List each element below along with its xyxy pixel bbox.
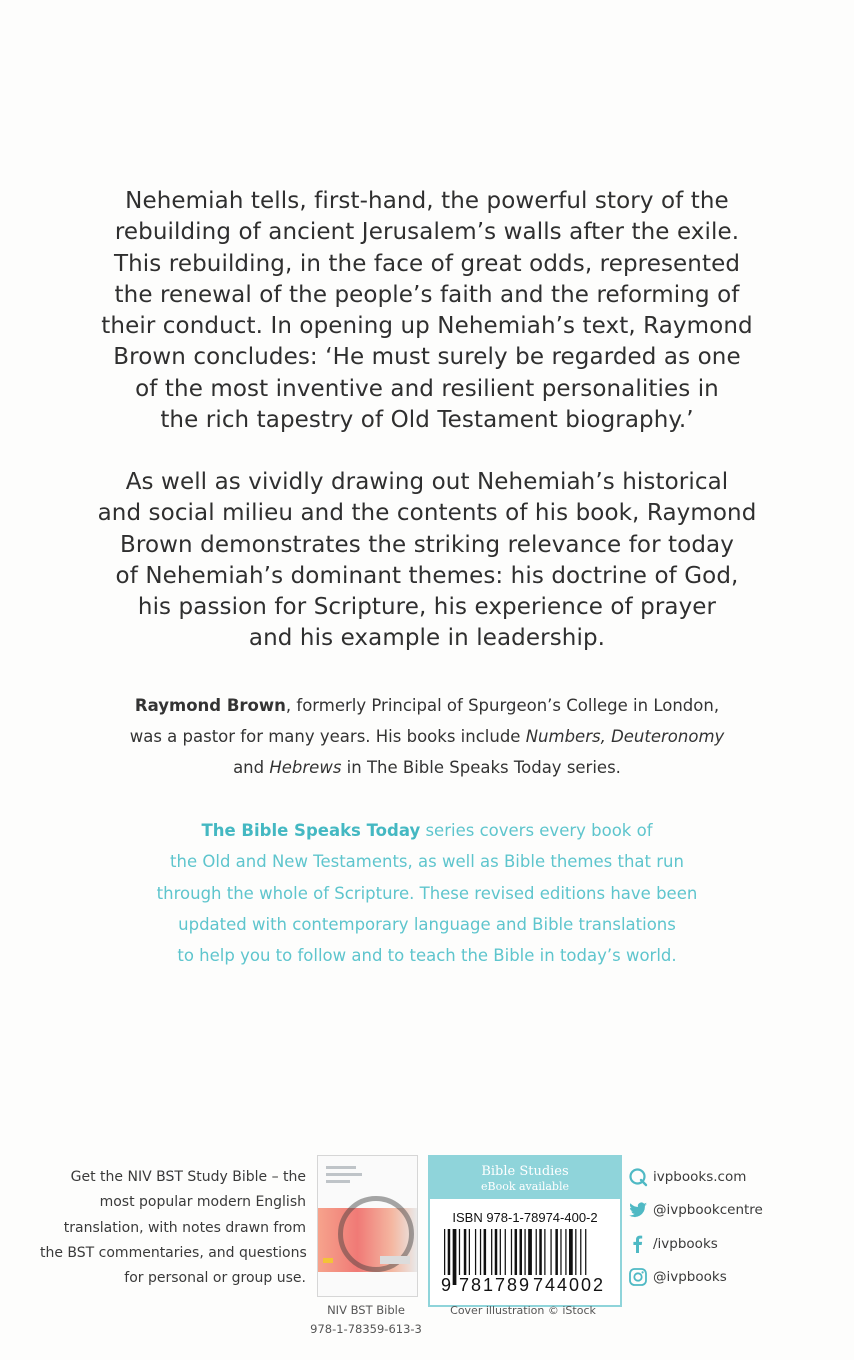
blurb-line: Brown concludes: ‘He must surely be regarded as one — [113, 344, 741, 371]
social-website[interactable] — [628, 1167, 746, 1187]
promo-line: translation, with notes drawn from — [63, 1219, 306, 1236]
author-bio-line: was a pastor for many years. His books include Numbers, Deuteronomy — [129, 727, 725, 746]
social-label: ivpbooks.com — [653, 1169, 747, 1185]
series-name: The Bible Speaks Today — [201, 821, 421, 840]
instagram-icon — [628, 1267, 648, 1287]
promo-line: most popular modern English — [99, 1194, 306, 1211]
category-label: Bible Studies — [481, 1164, 569, 1179]
social-instagram[interactable] — [628, 1267, 727, 1287]
barcode-box — [428, 1155, 622, 1307]
twitter-icon — [628, 1200, 648, 1220]
social-label: @ivpbookcentre — [653, 1202, 763, 1218]
series-line: through the whole of Scripture. These revised editions have been — [156, 883, 698, 903]
barcode-digit-group-2: 744002 — [533, 1275, 606, 1295]
book-title: Hebrews — [269, 758, 342, 777]
ebook-label: eBook available — [481, 1180, 569, 1193]
blurb-line: rebuilding of ancient Jerusalem’s walls after the exile. — [114, 219, 740, 246]
series-line: The Bible Speaks Today series covers every book of — [201, 821, 653, 840]
social-twitter[interactable] — [628, 1200, 763, 1220]
book-titles: Numbers, Deuteronomy — [525, 727, 725, 746]
series-description — [60, 815, 794, 971]
cover-title-marks — [326, 1166, 366, 1186]
blurb-paragraph-2 — [60, 467, 794, 655]
blurb-line: Nehemiah tells, first-hand, the powerful story of the — [125, 188, 729, 214]
author-bio — [60, 690, 794, 783]
blurb-line: his passion for Scripture, his experience of prayer — [137, 594, 717, 621]
barcode-digit-first: 9 — [441, 1275, 452, 1295]
study-bible-caption-isbn: 978-1-78359-613-3 — [310, 1322, 422, 1336]
blurb-line: This rebuilding, in the face of great odds, represented — [113, 250, 741, 277]
facebook-icon — [628, 1234, 648, 1254]
study-bible-cover-thumbnail — [317, 1155, 418, 1297]
author-name: Raymond Brown — [134, 696, 286, 715]
blurb-line: their conduct. In opening up Nehemiah’s text, Raymond — [101, 313, 753, 340]
blurb-line: As well as vividly drawing out Nehemiah’s historical — [125, 469, 729, 495]
blurb-line: the renewal of the people’s faith and the reforming of — [114, 281, 740, 308]
ivp-q-icon — [628, 1167, 648, 1187]
series-line: updated with contemporary language and Bible translations — [178, 914, 676, 934]
study-bible-caption-title: NIV BST Bible — [327, 1303, 405, 1317]
social-label: @ivpbooks — [653, 1269, 727, 1285]
promo-line: the BST commentaries, and questions — [40, 1244, 307, 1261]
study-bible-caption — [296, 1301, 436, 1339]
blurb-line: the rich tapestry of Old Testament biography.’ — [160, 407, 694, 434]
cover-niv-tag — [323, 1258, 333, 1263]
promo-line: Get the NIV BST Study Bible – the — [70, 1169, 306, 1185]
blurb-line: of the most inventive and resilient personalities in — [135, 375, 719, 402]
author-bio-line: Raymond Brown, formerly Principal of Spurgeon’s College in London, — [134, 696, 720, 715]
author-bio-line: and Hebrews in The Bible Speaks Today series. — [233, 758, 621, 777]
cover-edition-tag — [380, 1256, 410, 1264]
cover-credit: Cover illustration © iStock — [450, 1304, 596, 1317]
blurb-line: and social milieu and the contents of his book, Raymond — [97, 500, 757, 527]
blurb-line: and his example in leadership. — [248, 625, 606, 652]
isbn-text: ISBN 978-1-78974-400-2 — [452, 1210, 598, 1225]
social-label: /ivpbooks — [653, 1236, 718, 1252]
series-line: the Old and New Testaments, as well as Bible themes that run — [170, 852, 684, 872]
barcode-header — [430, 1157, 620, 1199]
social-facebook[interactable] — [628, 1234, 718, 1254]
blurb-line: Brown demonstrates the striking relevance for today — [120, 531, 734, 558]
promo-line: for personal or group use. — [124, 1270, 306, 1287]
blurb-paragraph-1 — [60, 186, 794, 436]
barcode-digit-group-1: 781789 — [459, 1275, 532, 1295]
blurb-line: of Nehemiah’s dominant themes: his doctrine of God, — [115, 562, 739, 589]
study-bible-promo — [40, 1165, 306, 1291]
series-line: to help you to follow and to teach the Bible in today’s world. — [177, 946, 677, 966]
